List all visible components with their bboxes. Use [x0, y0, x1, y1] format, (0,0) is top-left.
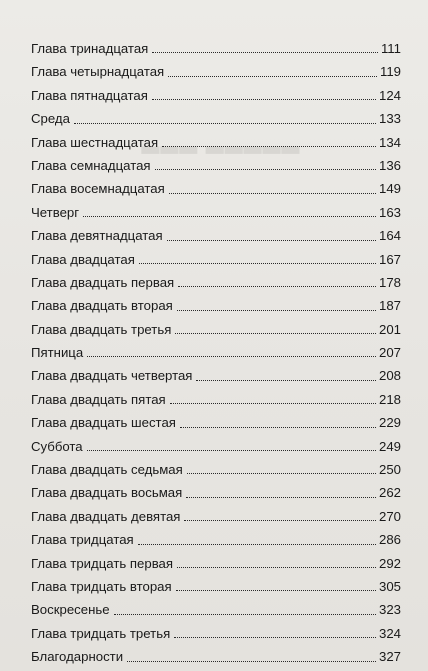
toc-entry-title: Пятница: [31, 345, 84, 361]
toc-entry-page: 323: [378, 602, 401, 618]
toc-entry-page: 124: [378, 87, 401, 103]
dot-leader: [162, 146, 376, 147]
toc-entry-page: 136: [378, 157, 401, 173]
toc-entry-page: 119: [379, 64, 401, 80]
toc-entry: [31, 481, 401, 504]
dot-leader: [168, 76, 377, 77]
toc-entry-page: 164: [378, 228, 401, 244]
toc-entry-title: Среда: [31, 111, 70, 127]
toc-entry-title: Четверг: [31, 204, 80, 220]
toc-entry: [31, 84, 401, 107]
toc-entry-page: 111: [380, 41, 401, 56]
toc-entry-page: 270: [378, 508, 401, 524]
dot-leader: [178, 286, 376, 287]
toc-entry-title: Суббота: [31, 438, 83, 454]
toc-entry-title: Глава восемнадцатая: [31, 181, 165, 197]
dot-leader: [83, 216, 376, 217]
dot-leader: [186, 497, 376, 498]
toc-entry-title: Глава тридцать третья: [31, 625, 171, 641]
dot-leader: [87, 450, 376, 451]
toc-entry-page: 292: [378, 555, 401, 571]
dot-leader: [114, 614, 376, 615]
dot-leader: [74, 123, 376, 124]
toc-entry-title: Глава двадцать девятая: [31, 508, 181, 524]
toc-entry-page: 149: [378, 181, 401, 197]
toc-entry: [31, 271, 401, 294]
toc-entry-title: Глава двадцать третья: [31, 321, 172, 337]
toc-entry: [31, 645, 401, 668]
toc-entry-page: 249: [378, 438, 401, 454]
dot-leader: [177, 310, 376, 311]
toc-entry-page: 327: [378, 649, 401, 665]
toc-entry-title: Глава двадцать пятая: [31, 391, 166, 407]
toc-entry-page: 324: [378, 625, 401, 641]
dot-leader: [152, 52, 378, 53]
dot-leader: [155, 169, 376, 170]
toc-entry: [31, 294, 401, 317]
toc-entry-page: 208: [378, 368, 401, 384]
toc-entry: [31, 411, 401, 434]
toc-entry-page: 134: [378, 134, 401, 150]
toc-entry: [31, 575, 401, 598]
toc-entry: [31, 388, 401, 411]
toc-entry: [31, 341, 401, 364]
toc-entry-page: 286: [378, 532, 401, 548]
toc-entry: [31, 177, 401, 200]
dot-leader: [184, 520, 376, 521]
toc-entry-page: 218: [378, 391, 401, 407]
toc-entry-title: Глава двадцать четвертая: [31, 368, 193, 384]
toc-entry-page: 187: [378, 298, 401, 314]
toc-entry: [31, 131, 401, 154]
toc-entry-title: Глава четырнадцатая: [31, 64, 165, 80]
toc-entry-page: 250: [378, 462, 401, 478]
toc-entry-title: Глава двадцать шестая: [31, 415, 176, 431]
dot-leader: [167, 240, 376, 241]
toc-entry-page: 201: [378, 321, 401, 337]
show-through-shadow: ▂▂▂▂▂ ▂▂▂: [140, 128, 299, 153]
toc-entry: [31, 622, 401, 645]
dot-leader: [169, 193, 376, 194]
toc-entry: [31, 505, 401, 528]
toc-entry-page: 178: [378, 274, 401, 290]
toc-entry-title: Глава тридцать вторая: [31, 578, 172, 594]
dot-leader: [175, 333, 376, 334]
toc-entry: [31, 435, 401, 458]
toc-entry-title: Глава двадцать восьмая: [31, 485, 183, 501]
toc-entry-title: Глава двадцать вторая: [31, 298, 173, 314]
dot-leader: [177, 567, 376, 568]
toc-entry: [31, 154, 401, 177]
toc-entry-title: Глава пятнадцатая: [31, 87, 148, 103]
toc-entry-page: 163: [378, 204, 401, 220]
dot-leader: [187, 473, 376, 474]
dot-leader: [176, 590, 376, 591]
toc-entry-page: 167: [378, 251, 401, 267]
toc-entry-page: 262: [378, 485, 401, 501]
toc-entry-title: Глава тридцатая: [31, 532, 134, 548]
toc-entry-page: 207: [378, 345, 401, 361]
toc-entry-title: Благодарности: [31, 649, 124, 665]
dot-leader: [180, 427, 376, 428]
toc-entry-title: Глава семнадцатая: [31, 157, 151, 173]
toc-entry: [31, 528, 401, 551]
toc-entry: [31, 60, 401, 83]
toc-entry: [31, 201, 401, 224]
dot-leader: [127, 661, 376, 662]
toc-entry: [31, 248, 401, 271]
toc-entry-title: Воскресенье: [31, 602, 110, 618]
toc-entry: [31, 107, 401, 130]
dot-leader: [138, 544, 376, 545]
toc-entry: [31, 224, 401, 247]
toc-entry: [31, 458, 401, 481]
toc-entry-title: Глава двадцать седьмая: [31, 462, 183, 478]
dot-leader: [170, 403, 376, 404]
toc-entry-page: 305: [378, 578, 401, 594]
dot-leader: [196, 380, 376, 381]
toc-entry-title: Глава двадцатая: [31, 251, 135, 267]
toc-entry: [31, 37, 401, 60]
toc-entry-title: Глава шестнадцатая: [31, 134, 159, 150]
toc-entry: [31, 598, 401, 621]
toc-entry-page: 133: [378, 111, 401, 127]
toc-entry-title: Глава девятнадцатая: [31, 228, 163, 244]
toc-entry: [31, 364, 401, 387]
toc-entry: [31, 552, 401, 575]
dot-leader: [139, 263, 376, 264]
toc-entry: [31, 318, 401, 341]
dot-leader: [87, 356, 376, 357]
toc-entry-page: 229: [378, 415, 401, 431]
toc-entry-title: Глава тринадцатая: [31, 41, 149, 56]
toc-entry-title: Глава двадцать первая: [31, 274, 175, 290]
table-of-contents: [31, 37, 401, 669]
dot-leader: [152, 99, 376, 100]
toc-entry-title: Глава тридцать первая: [31, 555, 174, 571]
dot-leader: [174, 637, 376, 638]
